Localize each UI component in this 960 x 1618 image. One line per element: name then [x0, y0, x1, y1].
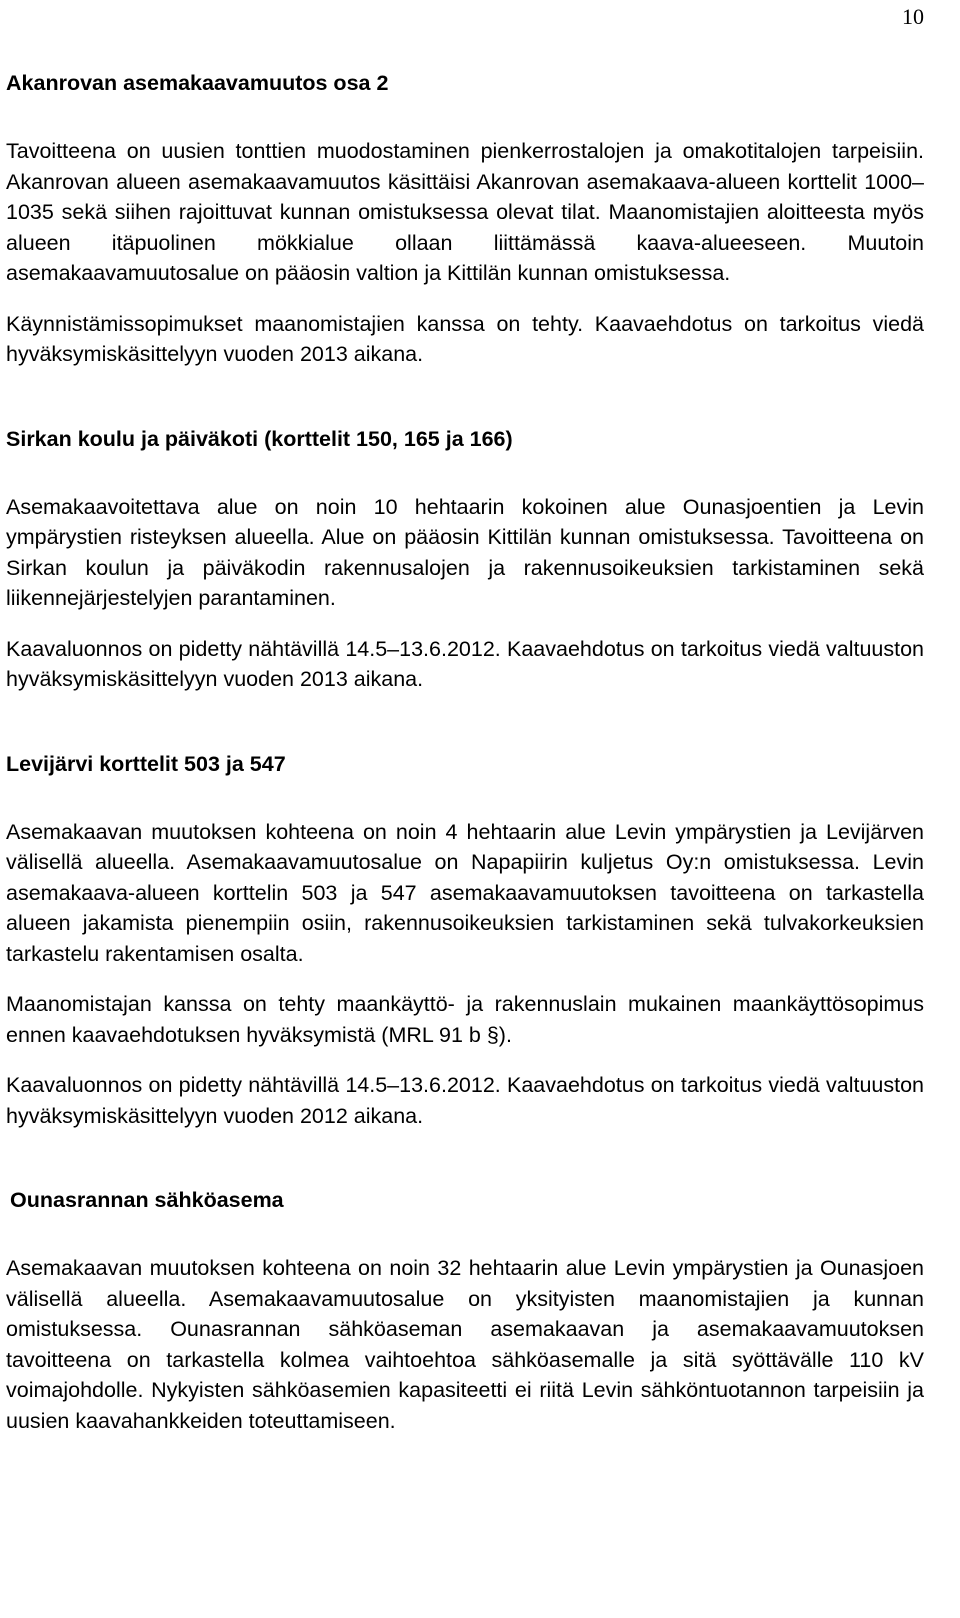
- paragraph: Käynnistämissopimukset maanomistajien kanssa on tehty. Kaavaehdotus on tarkoitus viedä hyväksymiskäsittelyyn vuoden 2013 aikana.: [6, 311, 924, 366]
- section-heading: Akanrovan asemakaavamuutos osa 2: [6, 71, 389, 95]
- section-sirkan-koulu: [6, 424, 924, 695]
- paragraph: Asemakaavoitettava alue on noin 10 hehtaarin kokoinen alue Ounasjoentien ja Levin ympärystien risteyksen alueella. Alue on pääosin Kittilän kunnan omistuksessa. Tavoitteena on Sirkan koulun ja päiväkodin rakennusalojen ja rakennusoikeuksien tarkistaminen sekä liikennejärjestelyjen parantaminen.: [6, 494, 924, 610]
- section-akanrovan: [6, 68, 924, 370]
- paragraph: Kaavaluonnos on pidetty nähtävillä 14.5–13.6.2012. Kaavaehdotus on tarkoitus viedä valtuuston hyväksymiskäsittelyyn vuoden 2012 aikana.: [6, 1073, 924, 1128]
- section-heading: Levijärvi korttelit 503 ja 547: [6, 751, 286, 776]
- paragraph: Asemakaavan muutoksen kohteena on noin 4 hehtaarin alue Levin ympärystien ja Levijärven välisellä alueella. Asemakaavamuutosalue on Napapiirin kuljetus Oy:n omistuksessa. Levin asemakaava-alueen korttelin 503 ja 547 asemakaavamuutoksen tavoitteena on tarkastella alueen jakamista pienempiin osiin, rakennusoikeuksien tarkistaminen sekä tulvakorkeuksien tarkastelu rakentamisen osalta.: [6, 819, 924, 966]
- section-heading: Sirkan koulu ja päiväkoti (korttelit 150, 165 ja 166): [6, 426, 513, 451]
- section-ounasrannan: [6, 1185, 924, 1436]
- section-levijarvi: [6, 749, 924, 1132]
- paragraph: Kaavaluonnos on pidetty nähtävillä 14.5–13.6.2012. Kaavaehdotus on tarkoitus viedä valtuuston hyväksymiskäsittelyyn vuoden 2013 aikana.: [6, 636, 924, 691]
- paragraph: Maanomistajan kanssa on tehty maankäyttö- ja rakennuslain mukainen maankäyttösopimus ennen kaavaehdotuksen hyväksymistä (MRL 91 b §).: [6, 992, 924, 1047]
- page-number: 10: [902, 4, 924, 29]
- paragraph: Tavoitteena on uusien tonttien muodostaminen pienkerrostalojen ja omakotitalojen tarpeisiin. Akanrovan alueen asemakaavamuutos käsittäisi Akanrovan asemakaava-alueen korttelit 1000–1035 sekä siihen rajoittuvat kunnan omistuksessa olevat tilat. Maanomistajien aloitteesta myös alueen itäpuolinen mökkialue ollaan liittämässä kaava-alueeseen. Muutoin asemakaavamuutosalue on pääosin valtion ja Kittilän kunnan omistuksessa.: [6, 139, 924, 285]
- section-heading: Ounasrannan sähköasema: [10, 1188, 284, 1212]
- paragraph: Asemakaavan muutoksen kohteena on noin 32 hehtaarin alue Levin ympärystien ja Ounasjoen välisellä alueella. Asemakaavamuutosalue on yksityisten maanomistajien ja kunnan omistuksessa. Ounasrannan sähköaseman asemakaavan ja asemakaavamuutoksen tavoitteena on tarkastella kolmea vaihtoehtoa sähköasemalle ja sitä syöttävälle 110 kV voimajohdolle. Nykyisten sähköasemien kapasiteetti ei riitä Levin sähköntuotannon tarpeisiin ja uusien kaavahankkeiden toteuttamiseen.: [6, 1256, 924, 1433]
- document-body: [6, 68, 924, 1456]
